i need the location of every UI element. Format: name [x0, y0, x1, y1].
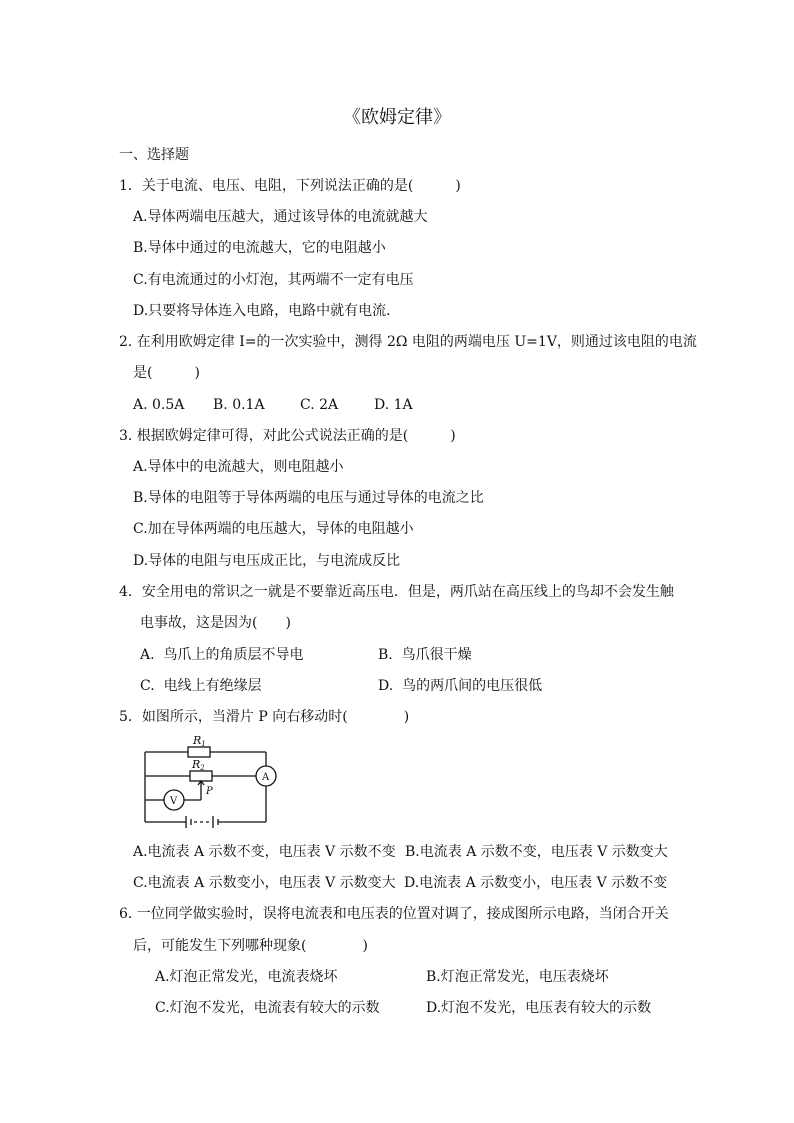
question-stem: 4．安全用电的常识之一就是不要靠近高压电．但是，两爪站在高压线上的鸟却不会发生触 — [119, 584, 674, 600]
section-heading: 一、选择题 — [119, 147, 189, 163]
question-stem: 6. 一位同学做实验时，误将电流表和电压表的位置对调了，接成图所示电路，当闭合开关 — [119, 906, 669, 922]
option-a: A.导体中的电流越大，则电阻越小 — [133, 459, 344, 475]
question-stem-cont: 是( ) — [133, 365, 200, 381]
question-stem-cont: 后，可能发生下列哪种现象( ) — [133, 938, 368, 954]
option-a: A. 0.5A — [133, 397, 185, 413]
ammeter-label: A — [262, 772, 270, 783]
option-b: B.电流表 A 示数不变，电压表 V 示数变大 — [405, 844, 668, 860]
option-a: A. 鸟爪上的角质层不导电 — [140, 647, 304, 663]
option-d: D. 1A — [374, 397, 413, 413]
option-b: B. 0.1A — [213, 397, 265, 413]
option-d: D.只要将导体连入电路，电路中就有电流． — [133, 303, 401, 319]
r1-label: R1 — [193, 734, 206, 748]
r2-label: R2 — [192, 758, 205, 772]
option-d: D.灯泡不发光，电压表有较大的示数 — [426, 1000, 652, 1016]
option-a: A.灯泡正常发光，电流表烧坏 — [155, 969, 338, 985]
question-stem: 5．如图所示，当滑片 P 向右移动时( ) — [119, 709, 410, 725]
option-b: B.导体中通过的电流越大，它的电阻越小 — [133, 240, 386, 256]
circuit-diagram — [138, 734, 286, 832]
p-label: P — [206, 786, 213, 797]
option-d: D. 鸟的两爪间的电压很低 — [378, 678, 543, 694]
question-stem: 2. 在利用欧姆定律 I=的一次实验中，测得 2Ω 电阻的两端电压 U=1V，则通过该电阻的电流 — [119, 334, 697, 350]
voltmeter-label: V — [170, 796, 178, 807]
option-d: D.电流表 A 示数变小，电压表 V 示数不变 — [404, 875, 668, 891]
question-stem: 1．关于电流、电压、电阻，下列说法正确的是( ) — [119, 178, 461, 194]
option-a: A.导体两端电压越大，通过该导体的电流就越大 — [133, 209, 428, 225]
option-c: C.有电流通过的小灯泡，其两端不一定有电压 — [133, 272, 414, 288]
option-c: C. 电线上有绝缘层 — [140, 678, 262, 694]
resistor-r1 — [188, 747, 210, 757]
option-c: C.加在导体两端的电压越大，导体的电阻越小 — [133, 521, 414, 537]
question-stem: 3. 根据欧姆定律可得，对此公式说法正确的是( ) — [119, 428, 456, 444]
option-b: B.灯泡正常发光，电压表烧坏 — [426, 969, 609, 985]
page-title: 《欧姆定律》 — [343, 107, 451, 128]
option-b: B. 鸟爪很干燥 — [378, 647, 472, 663]
option-c: C. 2A — [300, 397, 339, 413]
question-stem-cont: 电事故，这是因为( ) — [140, 615, 291, 631]
resistor-r2 — [190, 771, 212, 781]
option-b: B.导体的电阻等于导体两端的电压与通过导体的电流之比 — [133, 490, 484, 506]
option-a: A.电流表 A 示数不变，电压表 V 示数不变 — [133, 844, 396, 860]
option-c: C.灯泡不发光，电流表有较大的示数 — [155, 1000, 380, 1016]
option-c: C.电流表 A 示数变小，电压表 V 示数变大 — [133, 875, 396, 891]
option-d: D.导体的电阻与电压成正比，与电流成反比 — [133, 553, 401, 569]
